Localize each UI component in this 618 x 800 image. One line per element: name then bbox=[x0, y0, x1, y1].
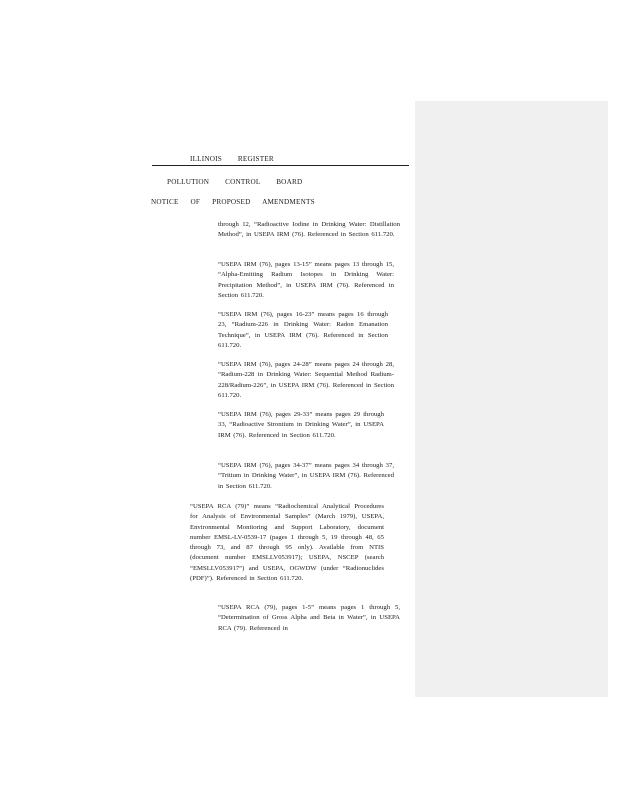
board-title: POLLUTION CONTROL BOARD bbox=[167, 178, 303, 186]
definition-paragraph bbox=[218, 603, 400, 634]
comment-sidebar bbox=[415, 101, 608, 697]
definition-paragraph bbox=[190, 502, 384, 584]
definition-text: “USEPA IRM (76), pages 34-37” means pages 34 through 37, “Tritium in Drinking Water”, in USEPA IRM (76). Referenced in Section 611.720. bbox=[218, 462, 394, 490]
definition-paragraph bbox=[218, 260, 394, 301]
notice-title: NOTICE OF PROPOSED AMENDMENTS bbox=[151, 198, 315, 206]
definition-text: through 12, “Radioactive Iodine in Drinking Water: Distillation Method”, in USEPA IRM (76). Referenced in Section 611.720. bbox=[218, 221, 400, 239]
definition-paragraph bbox=[218, 310, 388, 351]
definition-text: “USEPA IRM (76), pages 24-28” means pages 24 through 28, “Radium-228 in Drinking Water: Sequential Method Radium-228/Radium-226”, in USEPA IRM (76). Referenced in Section 611.720. bbox=[218, 361, 394, 399]
definition-paragraph bbox=[218, 360, 394, 401]
definition-paragraph bbox=[218, 461, 394, 492]
definition-text: “USEPA IRM (76), pages 16-23” means pages 16 through 23, “Radium-226 in Drinking Water: Radon Emanation Technique”, in USEPA IRM (76). Referenced in Section 611.720. bbox=[218, 311, 388, 349]
definition-text: “USEPA RCA (79)” means “Radiochemical Analytical Procedures for Analysis of Environmental Samples” (March 1979), USEPA, Environmental Monitoring and Support Laboratory, document number EMSL-LV-0539-17 (pages 1 through 5, 19 through 48, 65 through 73, and 87 through 95 only). Available from NTIS (document number EMSLLV053917); USEPA, NSCEP (search “EMSLLV053917”) and USEPA, OGWDW (under “Radionuclides (PDF)”). Referenced in Section 611.720. bbox=[190, 503, 384, 583]
definition-paragraph bbox=[218, 410, 384, 441]
definition-paragraph bbox=[218, 220, 400, 241]
register-title: ILLINOIS REGISTER bbox=[190, 155, 274, 163]
header-rule bbox=[152, 165, 409, 166]
definition-text: “USEPA IRM (76), pages 29-33” means pages 29 through 33, “Radioactive Strontium in Drinking Water”, in USEPA IRM (76). Referenced in Section 611.720. bbox=[218, 411, 384, 439]
definition-text: “USEPA IRM (76), pages 13-15” means pages 13 through 15, “Alpha-Emitting Radium Isotopes in Drinking Water: Precipitation Method”, in USEPA IRM (76). Referenced in Section 611.720. bbox=[218, 261, 394, 299]
definition-text: “USEPA RCA (79), pages 1-5” means pages 1 through 5, “Determination of Gross Alpha and Beta in Water”, in USEPA RCA (79). Referenced in bbox=[218, 604, 400, 632]
